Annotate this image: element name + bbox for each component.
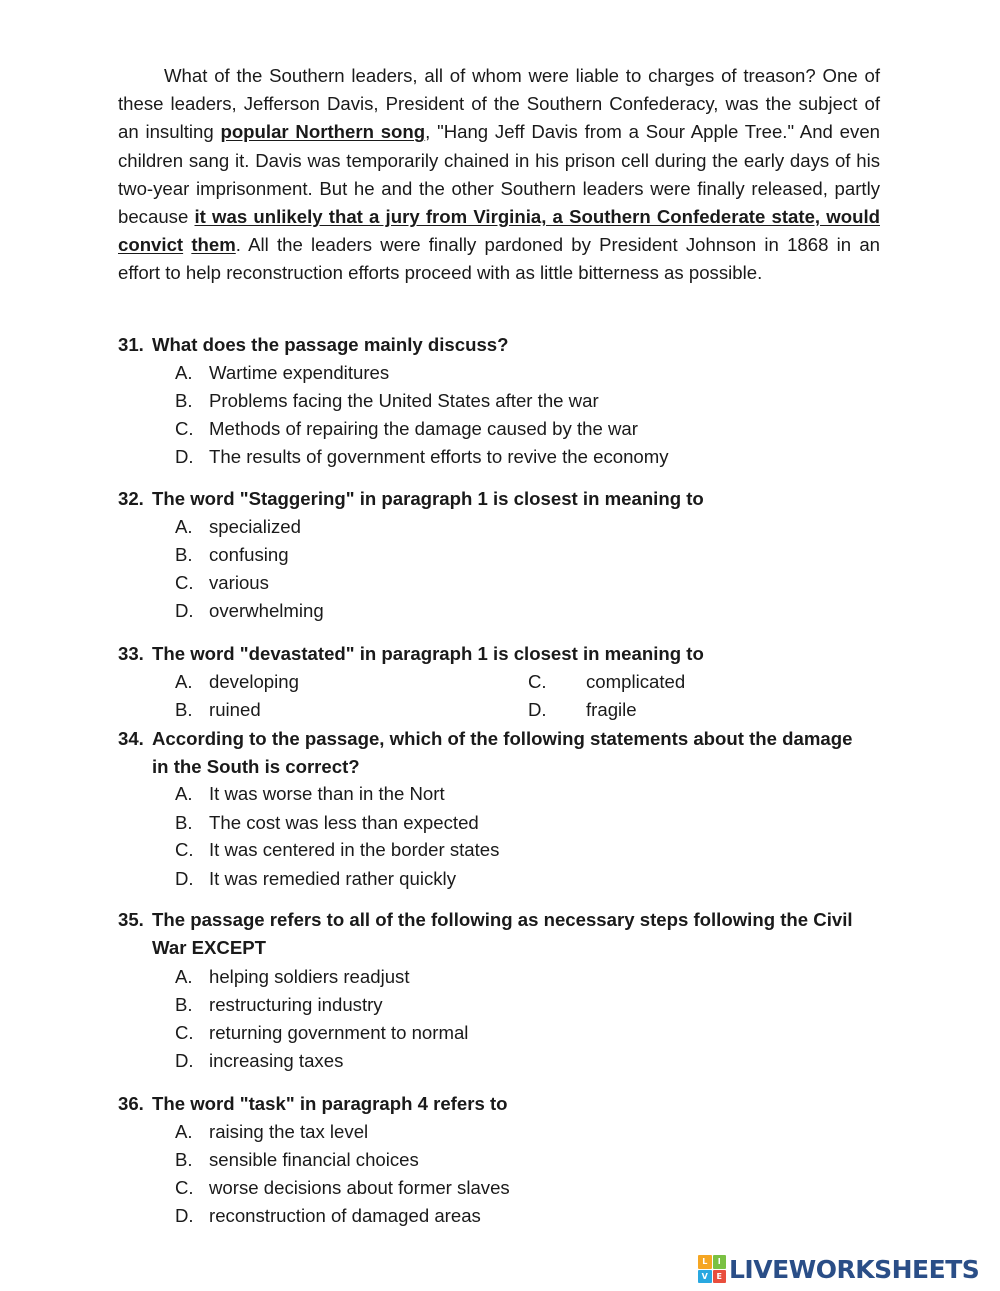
- option-letter: D.: [175, 868, 194, 889]
- logo-mark-e: E: [713, 1270, 727, 1284]
- question-stem: What does the passage mainly discuss?: [152, 334, 509, 355]
- liveworksheets-logo-text: LIVEWORKSHEETS: [729, 1254, 980, 1284]
- option-text: The results of government efforts to revive the economy: [209, 446, 669, 467]
- option-text: Wartime expenditures: [209, 362, 390, 383]
- q34-option-c[interactable]: [175, 836, 499, 864]
- option-text: It was worse than in the Nort: [209, 783, 445, 804]
- q32-option-a[interactable]: [175, 513, 301, 541]
- passage-underlined-phrase: it was unlikely that a jury from Virginia, a Southern Confederate state, would convict: [118, 206, 880, 256]
- passage-text: . All the leaders were finally pardoned by President Johnson in 1868 in an effort to help reconstruction efforts proceed with as little bitterness as possible.: [118, 234, 881, 284]
- option-letter: C.: [528, 671, 547, 692]
- option-letter: A.: [175, 966, 193, 987]
- q32-option-c[interactable]: [175, 569, 269, 597]
- question-31: [118, 331, 872, 359]
- question-stem: The word "Staggering" in paragraph 1 is closest in meaning to: [152, 488, 704, 509]
- option-letter: C.: [175, 1177, 194, 1198]
- option-text: overwhelming: [209, 600, 324, 621]
- question-32: [118, 485, 872, 513]
- option-text: raising the tax level: [209, 1121, 369, 1142]
- q36-option-b[interactable]: [175, 1146, 419, 1174]
- option-text: It was remedied rather quickly: [209, 868, 456, 889]
- option-text: ruined: [209, 699, 261, 720]
- question-number: 34.: [118, 728, 144, 749]
- question-stem: The word "devastated" in paragraph 1 is closest in meaning to: [152, 643, 704, 664]
- q31-option-b[interactable]: [175, 387, 599, 415]
- option-text: returning government to normal: [209, 1022, 469, 1043]
- option-letter: D.: [175, 1205, 194, 1226]
- question-36: [118, 1090, 872, 1118]
- question-stem: The passage refers to all of the following as necessary steps following the Civil War EXCEPT: [152, 909, 853, 959]
- q32-option-d[interactable]: [175, 597, 324, 625]
- q34-option-d[interactable]: [175, 865, 456, 893]
- option-letter: D.: [175, 1050, 194, 1071]
- q36-option-c[interactable]: [175, 1174, 510, 1202]
- logo-mark-l: L: [698, 1255, 712, 1269]
- q33-option-d[interactable]: [528, 696, 637, 724]
- logo-mark-i: I: [713, 1255, 727, 1269]
- option-text: The cost was less than expected: [209, 812, 479, 833]
- q33-option-a[interactable]: [175, 668, 299, 696]
- option-text: worse decisions about former slaves: [209, 1177, 510, 1198]
- option-letter: B.: [175, 994, 193, 1015]
- q34-option-b[interactable]: [175, 809, 479, 837]
- option-text: helping soldiers readjust: [209, 966, 410, 987]
- q31-option-d[interactable]: [175, 443, 669, 471]
- question-stem: According to the passage, which of the following statements about the damage in the South is correct?: [152, 728, 853, 778]
- q31-option-c[interactable]: [175, 415, 638, 443]
- option-letter: C.: [175, 572, 194, 593]
- passage-underlined-phrase: popular Northern song: [220, 121, 426, 143]
- q35-option-b[interactable]: [175, 991, 383, 1019]
- reading-passage: [118, 62, 880, 288]
- q35-option-c[interactable]: [175, 1019, 468, 1047]
- option-letter: A.: [175, 516, 193, 537]
- option-text: restructuring industry: [209, 994, 383, 1015]
- option-letter: C.: [175, 839, 194, 860]
- question-number: 36.: [118, 1093, 144, 1114]
- passage-text: What of the Southern leaders, all of whom were liable to charges of treason? One of these leaders, Jefferson Davis, President of the Southern Confederacy, was the subject of an insulting: [118, 65, 880, 143]
- question-34: [118, 725, 872, 781]
- q35-option-d[interactable]: [175, 1047, 343, 1075]
- question-stem: The word "task" in paragraph 4 refers to: [152, 1093, 508, 1114]
- option-text: confusing: [209, 544, 289, 565]
- liveworksheets-logo[interactable]: [698, 1254, 979, 1284]
- question-number: 33.: [118, 643, 144, 664]
- option-text: reconstruction of damaged areas: [209, 1205, 481, 1226]
- q35-option-a[interactable]: [175, 963, 410, 991]
- option-text: developing: [209, 671, 299, 692]
- logo-mark-v: V: [698, 1270, 712, 1284]
- option-letter: D.: [175, 600, 194, 621]
- question-33: [118, 640, 872, 668]
- option-letter: B.: [175, 1149, 193, 1170]
- option-text: various: [209, 572, 269, 593]
- option-text: increasing taxes: [209, 1050, 344, 1071]
- option-letter: A.: [175, 362, 193, 383]
- option-letter: B.: [175, 812, 193, 833]
- q33-option-c[interactable]: [528, 668, 685, 696]
- option-text: Problems facing the United States after the war: [209, 390, 599, 411]
- option-text: Methods of repairing the damage caused by the war: [209, 418, 638, 439]
- q32-option-b[interactable]: [175, 541, 289, 569]
- q34-option-a[interactable]: [175, 780, 445, 808]
- q36-option-d[interactable]: [175, 1202, 481, 1230]
- question-number: 31.: [118, 334, 144, 355]
- option-letter: B.: [175, 390, 193, 411]
- question-number: 32.: [118, 488, 144, 509]
- liveworksheets-logo-icon: [698, 1255, 726, 1283]
- option-letter: B.: [175, 699, 193, 720]
- question-35: [118, 906, 872, 962]
- option-text: fragile: [586, 699, 637, 720]
- option-letter: A.: [175, 1121, 193, 1142]
- option-letter: D.: [528, 699, 547, 720]
- option-letter: B.: [175, 544, 193, 565]
- question-number: 35.: [118, 909, 144, 930]
- passage-underlined-phrase: them: [191, 234, 236, 256]
- option-letter: D.: [175, 446, 194, 467]
- option-letter: A.: [175, 783, 193, 804]
- passage-text: , "Hang Jeff Davis from a Sour Apple Tree." And even children sang it. Davis was temporarily chained in his prison cell during the early days of his two-year imprisonment. But he and the other Southern leaders were finally released, partly because: [118, 121, 880, 228]
- option-letter: A.: [175, 671, 193, 692]
- option-letter: C.: [175, 418, 194, 439]
- option-letter: C.: [175, 1022, 194, 1043]
- option-text: complicated: [586, 671, 686, 692]
- option-text: sensible financial choices: [209, 1149, 419, 1170]
- q33-option-b[interactable]: [175, 696, 261, 724]
- option-text: It was centered in the border states: [209, 839, 500, 860]
- q36-option-a[interactable]: [175, 1118, 368, 1146]
- q31-option-a[interactable]: [175, 359, 389, 387]
- option-text: specialized: [209, 516, 301, 537]
